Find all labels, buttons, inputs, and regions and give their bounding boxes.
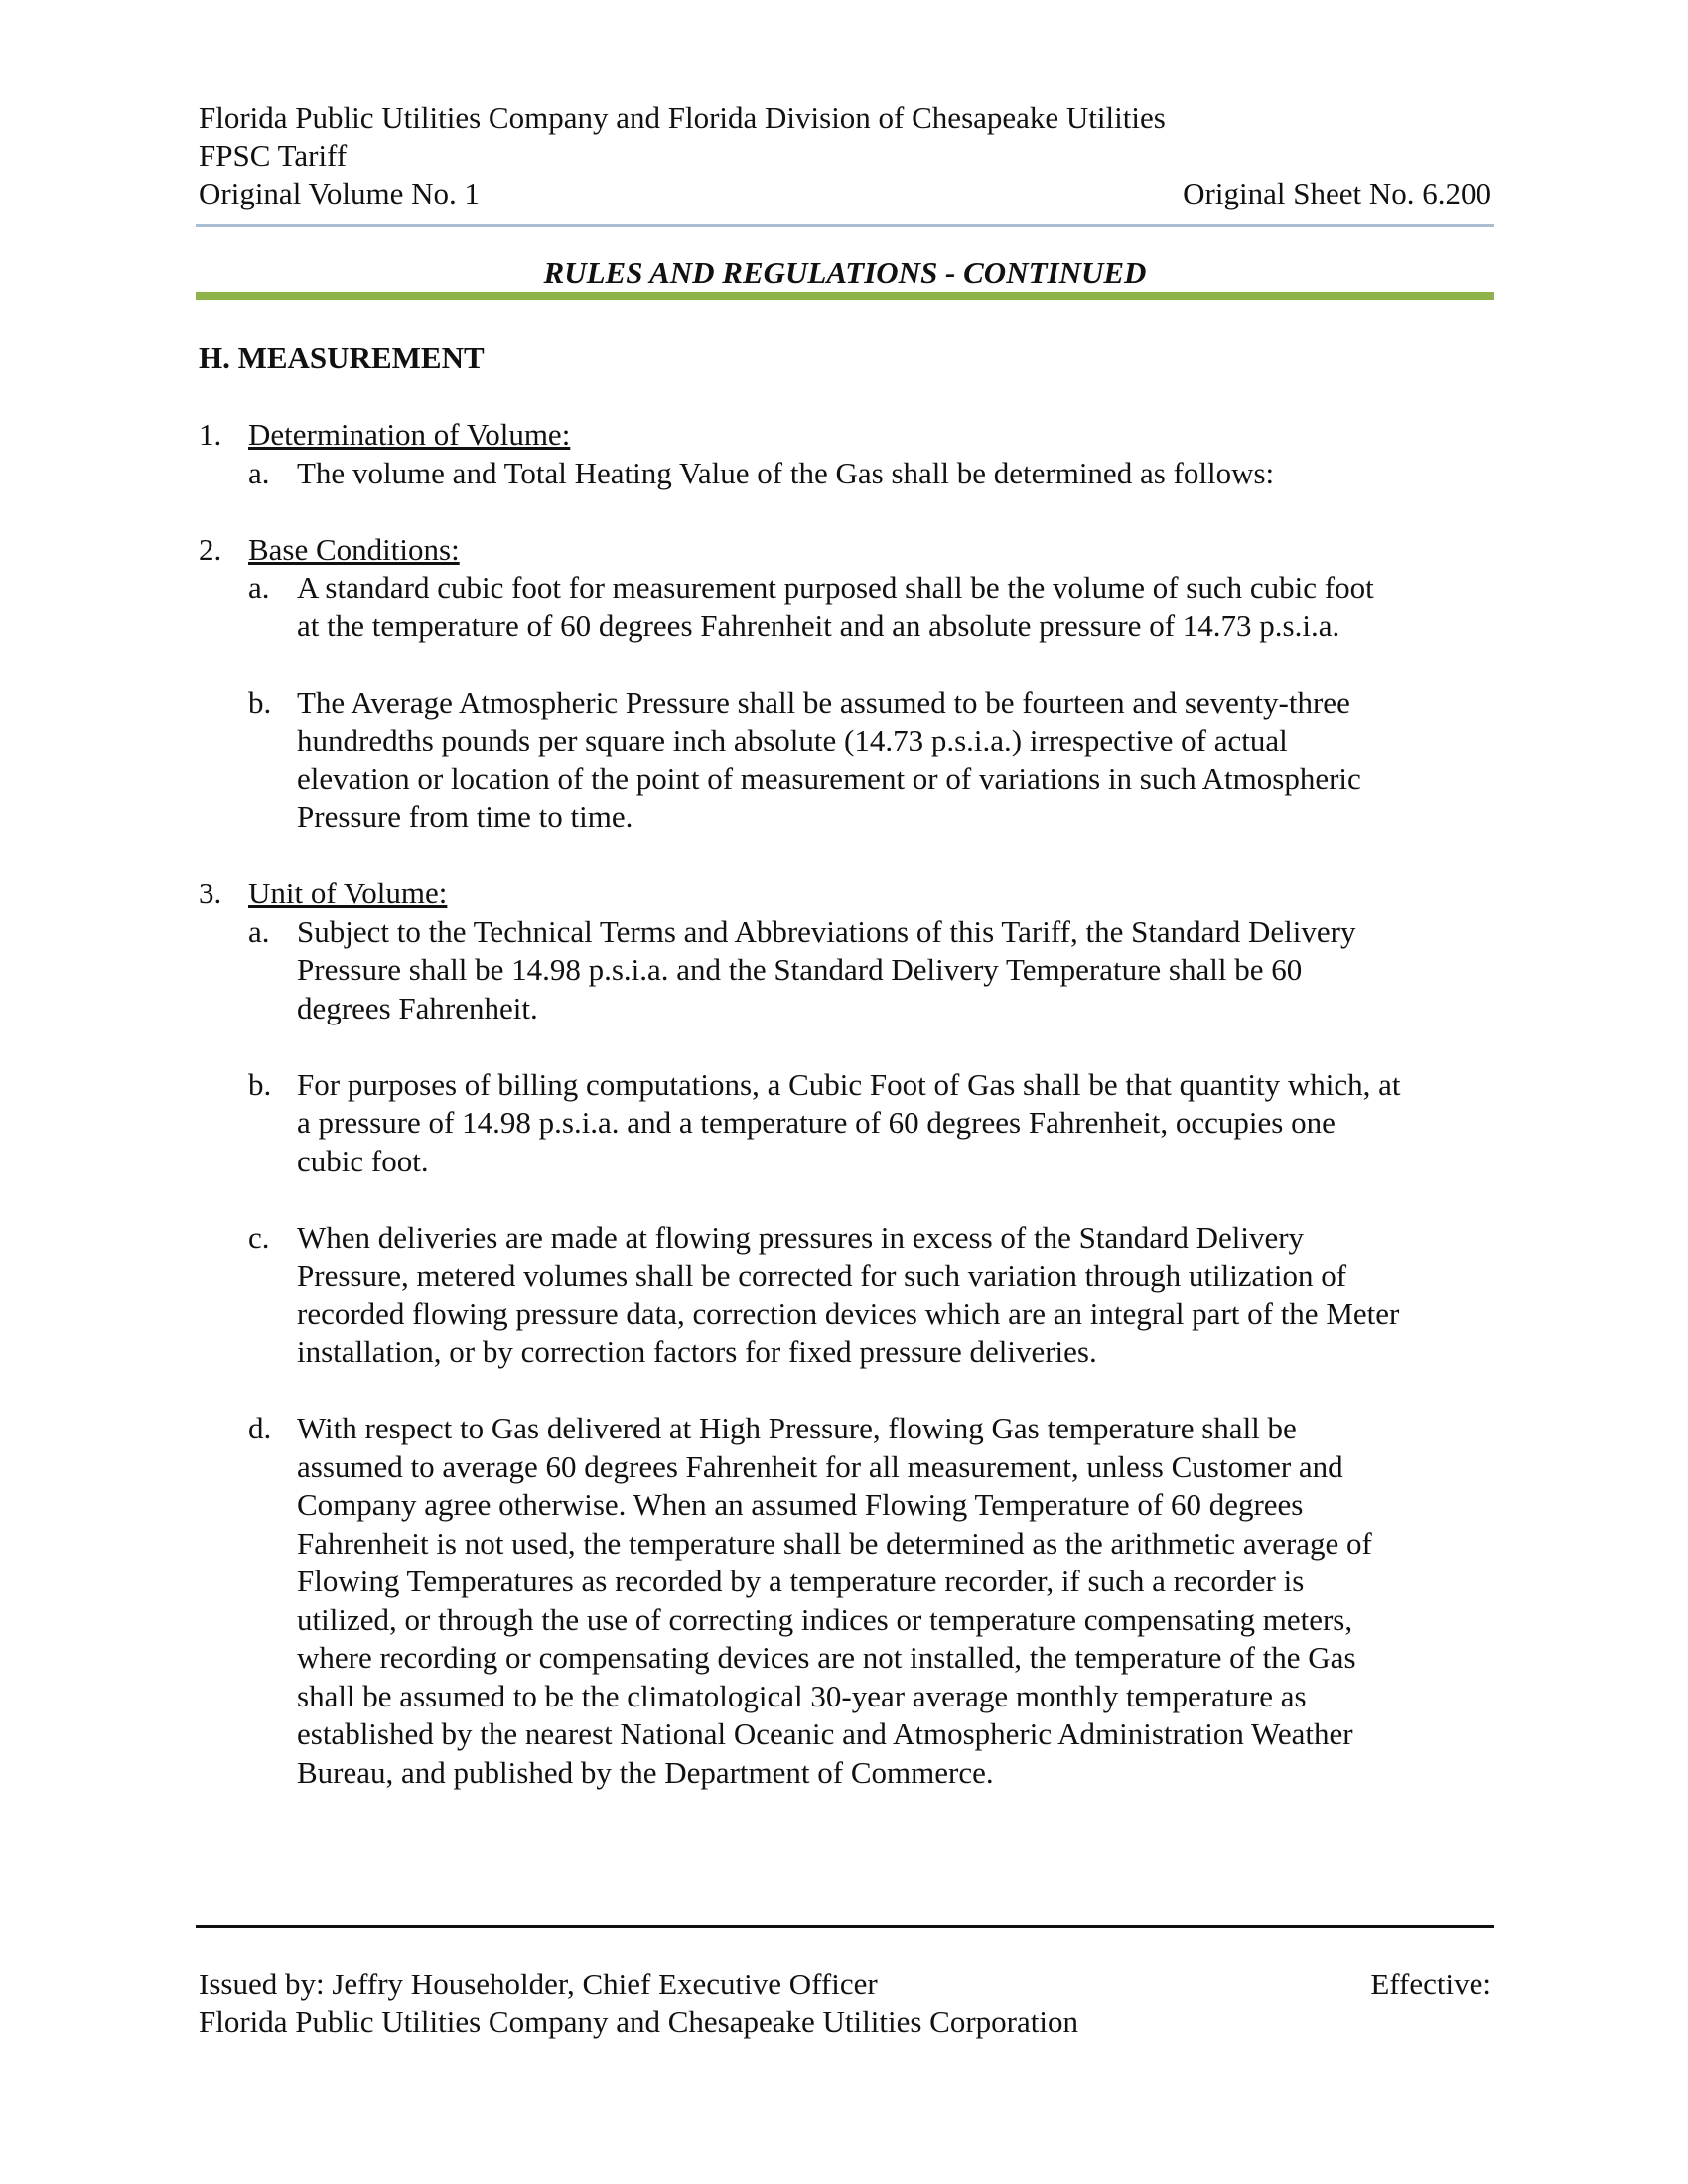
item-line: Subject to the Technical Terms and Abbreviations of this Tariff, the Standard Delivery [297,913,1356,949]
footer-divider [196,1925,1494,1928]
item-text [297,455,1491,493]
item-line: recorded flowing pressure data, correction devices which are an integral part of the Meter [297,1296,1400,1331]
item-letter: c. [248,1219,270,1255]
list-item [248,1066,1491,1181]
footer-issued-row [199,1966,1491,2003]
footer-issued-by: Issued by: Jeffry Householder, Chief Executive Officer [199,1967,878,2001]
item-line: utilized, or through the use of correcting indices or temperature compensating meters, [297,1601,1353,1637]
item-text [297,1410,1491,1792]
section-label-row [199,531,1491,570]
item-line: hundredths pounds per square inch absolute (14.73 p.s.i.a.) irrespective of actual [297,723,1288,757]
list-item [248,1219,1491,1372]
item-text [297,569,1491,645]
item-line: Pressure shall be 14.98 p.s.i.a. and the Standard Delivery Temperature shall be 60 [297,952,1303,987]
header-tariff: FPSC Tariff [199,138,348,173]
item-line: assumed to average 60 degrees Fahrenheit for all measurement, unless Customer and [297,1448,1343,1484]
section-label-row [199,416,1491,455]
list-item [248,684,1491,837]
footer-company: Florida Public Utilities Company and Chesapeake Utilities Corporation [199,2004,1078,2039]
header-company: Florida Public Utilities Company and Florida Division of Chesapeake Utilities [199,100,1166,135]
title-divider [196,292,1494,300]
item-line: The volume and Total Heating Value of the Gas shall be determined as follows: [297,455,1275,490]
section-label: Base Conditions: [248,531,460,567]
item-letter: a. [248,455,270,490]
item-line: A standard cubic foot for measurement purposed shall be the volume of such cubic foot [297,570,1374,605]
item-line: shall be assumed to be the climatological 30-year average monthly temperature as [297,1678,1307,1713]
item-letter: a. [248,570,270,605]
item-letter: a. [248,913,270,949]
item-line: Bureau, and published by the Department of Commerce. [297,1754,994,1790]
section-label: Unit of Volume: [248,876,448,910]
list-item [248,913,1491,1028]
item-text [297,1066,1491,1181]
list-item [248,455,1491,493]
measurement-heading: H. MEASUREMENT [199,341,485,375]
item-letter: d. [248,1411,272,1445]
header-sheet-number: Original Sheet No. 6.200 [1183,176,1491,210]
item-text [297,1219,1491,1372]
section-number: 2. [199,531,222,567]
item-line: cubic foot. [297,1143,429,1178]
page-header [199,99,1491,212]
footer-effective: Effective: [1370,1967,1491,2001]
item-text [297,684,1491,837]
section-2 [199,531,1491,837]
item-line: elevation or location of the point of measurement or of variations in such Atmospheric [297,760,1361,796]
footer-company-row [199,2003,1491,2041]
item-line: Pressure from time to time. [297,799,633,834]
item-line: a pressure of 14.98 p.s.i.a. and a temperature of 60 degrees Fahrenheit, occupies one [297,1105,1336,1140]
section-number: 1. [199,417,222,452]
item-line: Pressure, metered volumes shall be corrected for such variation through utilization of [297,1258,1347,1293]
list-item [248,569,1491,645]
item-text [297,913,1491,1028]
item-line: Company agree otherwise. When an assumed Flowing Temperature of 60 degrees [297,1487,1304,1522]
section-title: RULES AND REGULATIONS - CONTINUED [543,255,1147,290]
item-line: degrees Fahrenheit. [297,990,538,1025]
item-line: With respect to Gas delivered at High Pressure, flowing Gas temperature shall be [297,1411,1297,1445]
header-volume: Original Volume No. 1 [199,176,481,210]
item-letter: b. [248,684,272,720]
item-line: Fahrenheit is not used, the temperature shall be determined as the arithmetic average of [297,1525,1372,1561]
item-line: When deliveries are made at flowing pressures in excess of the Standard Delivery [297,1219,1305,1255]
page-footer [199,1966,1491,2041]
section-label-row [199,875,1491,913]
item-line: For purposes of billing computations, a Cubic Foot of Gas shall be that quantity which, at [297,1066,1401,1102]
item-letter: b. [248,1066,272,1102]
item-line: installation, or by correction factors for fixed pressure deliveries. [297,1334,1097,1369]
list-item [248,1410,1491,1792]
section-number: 3. [199,876,222,910]
header-volume-row [199,175,1491,212]
item-line: established by the nearest National Oceanic and Atmospheric Administration Weather [297,1716,1353,1751]
section-1 [199,416,1491,492]
document-body [199,340,1491,1831]
section-3 [199,875,1491,1792]
item-line: where recording or compensating devices are not installed, the temperature of the Gas [297,1640,1356,1675]
item-line: The Average Atmospheric Pressure shall be assumed to be fourteen and seventy-three [297,684,1350,720]
section-label: Determination of Volume: [248,417,571,452]
item-line: at the temperature of 60 degrees Fahrenheit and an absolute pressure of 14.73 p.s.i.a. [297,608,1340,643]
item-line: Flowing Temperatures as recorded by a temperature recorder, if such a recorder is [297,1564,1305,1598]
header-divider [196,224,1494,227]
sections-list [199,416,1491,1792]
